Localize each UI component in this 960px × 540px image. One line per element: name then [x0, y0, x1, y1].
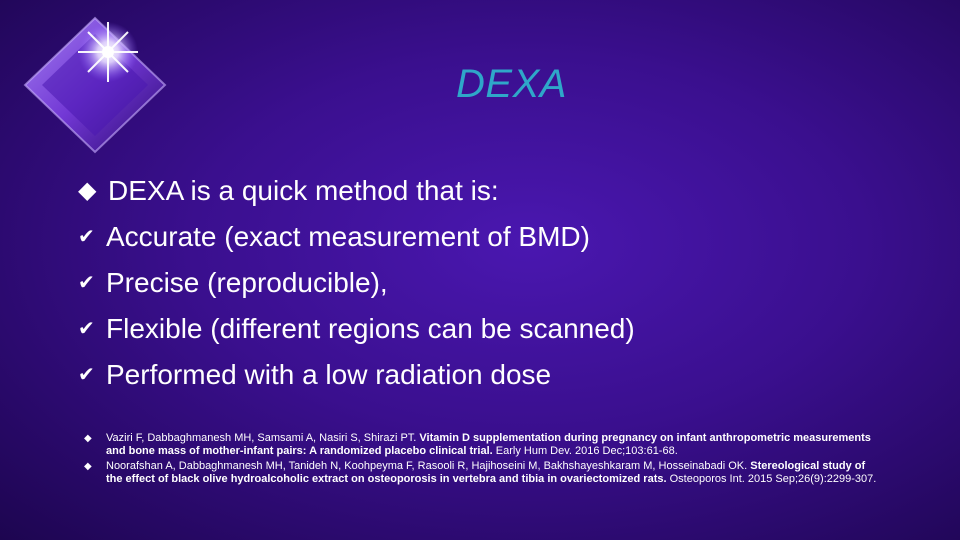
bullet-text: Accurate (exact measurement of BMD) — [106, 221, 590, 252]
reference-item — [84, 460, 884, 486]
bullet-item — [78, 214, 635, 260]
bullet-item — [78, 306, 635, 352]
reference-item — [84, 432, 884, 458]
reference-text — [106, 432, 884, 458]
bullet-item — [78, 352, 635, 398]
check-icon: ✔ — [78, 318, 95, 340]
diamond-icon: ◆ — [84, 461, 92, 472]
slide-title: DEXA — [456, 62, 567, 106]
check-icon: ✔ — [78, 364, 95, 386]
diamond-star-icon — [0, 0, 240, 160]
diamond-icon: ◆ — [84, 433, 92, 444]
reference-source: Osteoporos Int. 2015 Sep;26(9):2299-307. — [669, 473, 877, 485]
reference-list — [84, 432, 884, 488]
bullet-item — [78, 168, 635, 214]
bullet-item — [78, 260, 635, 306]
reference-authors: Vaziri F, Dabbaghmanesh MH, Samsami A, Nasiri S, Shirazi PT. — [106, 432, 417, 444]
bullet-text: Flexible (different regions can be scanned) — [106, 313, 635, 344]
reference-title: Stereological study of the effect of black olive hydroalcoholic extract on osteoporosis in vertebra and tibia in ovariectomized rats. — [106, 460, 866, 485]
check-icon: ✔ — [78, 272, 95, 294]
reference-text — [106, 460, 884, 486]
bullet-text: Performed with a low radiation dose — [106, 359, 552, 390]
reference-title: Vitamin D supplementation during pregnancy on infant anthropometric measurements and bone mass of mother-infant pairs: A randomized placebo clinical trial. — [106, 432, 871, 457]
check-icon: ✔ — [78, 226, 95, 248]
decorative-diamond-logo — [0, 0, 240, 160]
bullet-text: Precise (reproducible), — [106, 267, 388, 298]
bullet-text: DEXA is a quick method that is: — [108, 175, 499, 206]
reference-source: Early Hum Dev. 2016 Dec;103:61-68. — [495, 445, 678, 457]
diamond-icon: ◆ — [78, 177, 97, 204]
bullet-list — [78, 168, 635, 398]
reference-authors: Noorafshan A, Dabbaghmanesh MH, Tanideh N, Koohpeyma F, Rasooli R, Hajihoseini M, Bakhshayeshkaram M, Hosseinabadi OK. — [106, 460, 748, 472]
